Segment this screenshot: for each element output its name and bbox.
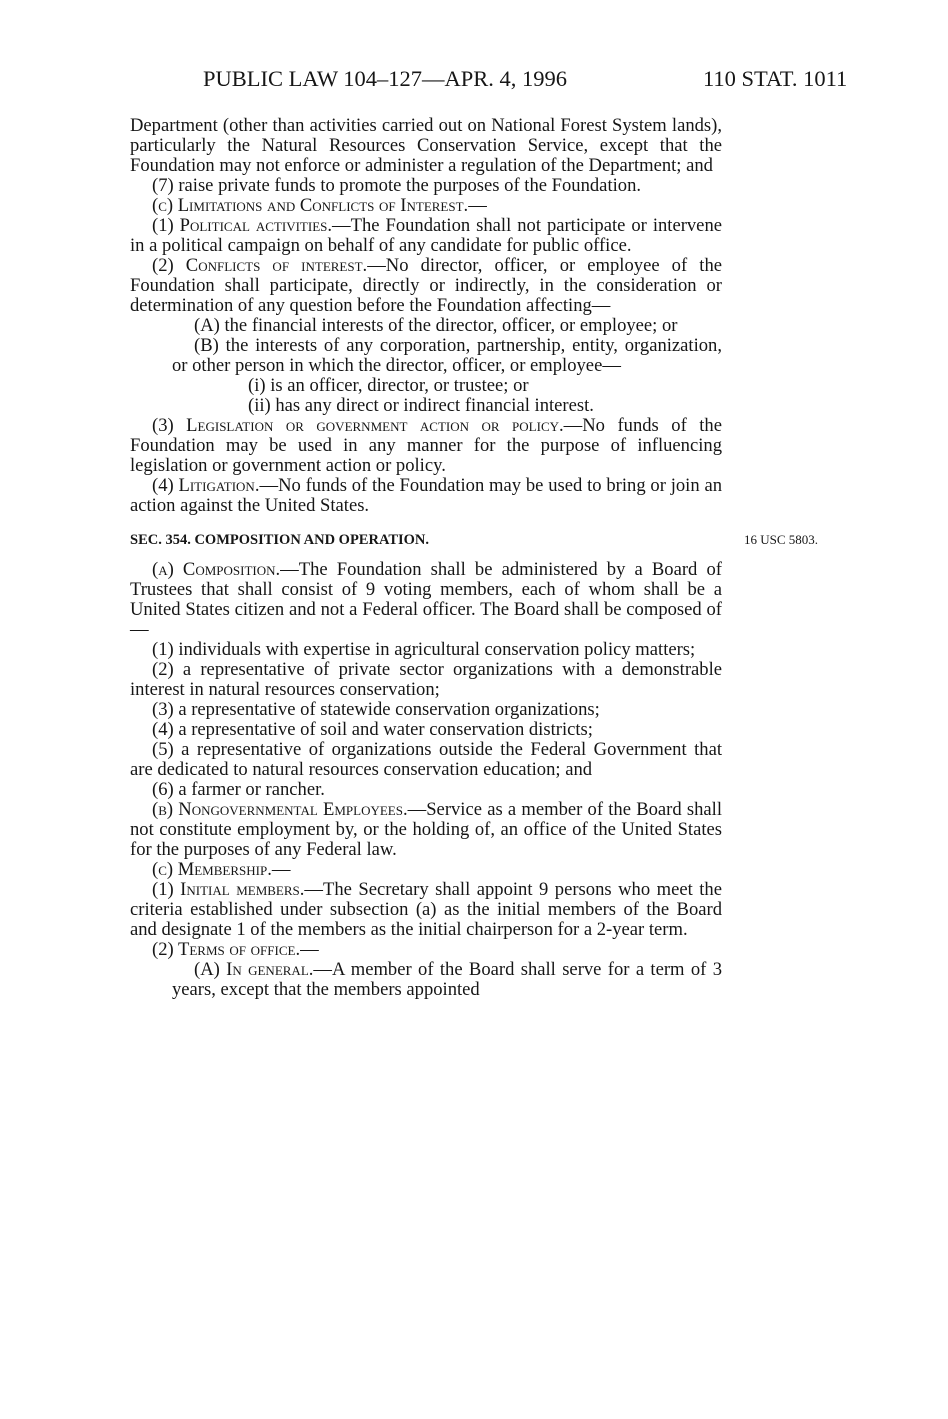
running-header xyxy=(0,64,948,94)
paragraph-cm2-heading: (2) Terms of office.— xyxy=(152,939,319,960)
c3-heading: (3) Legislation or government action or policy. xyxy=(152,415,564,436)
c2-heading: (2) Conflicts of interest. xyxy=(152,255,368,276)
paragraph-c3 xyxy=(130,416,722,476)
a-heading: (a) Composition. xyxy=(152,559,281,580)
paragraph-a4: (4) a representative of soil and water conservation districts; xyxy=(152,719,593,740)
b-heading: (b) Nongovernmental Employees. xyxy=(152,799,408,820)
b-text: —Service as a member of the Board shall not constitute employment by, or the holding of, an office of the United States for the purposes of any Federal law. xyxy=(130,799,722,860)
paragraph-a2: (2) a representative of private sector organizations with a demonstrable interest in natural resources conservation; xyxy=(130,659,722,700)
a-text: —The Foundation shall be administered by a Board of Trustees that shall consist of 9 voting members, each of whom shall be a United States citizen and not a Federal officer. The Board shall be composed of— xyxy=(130,559,722,640)
clause-c2-B-ii: (ii) has any direct or indirect financial interest. xyxy=(248,395,594,416)
paragraph-a6: (6) a farmer or rancher. xyxy=(152,779,325,800)
c2-text: —No director, officer, or employee of the Foundation shall participate, directly or indirectly, in the consideration or determination of any question before the Foundation affecting— xyxy=(130,255,723,316)
paragraph-item-7: (7) raise private funds to promote the purposes of the Foundation. xyxy=(152,175,642,196)
paragraph-c1 xyxy=(130,216,722,256)
subparagraph-c2-B: (B) the interests of any corporation, partnership, entity, organization, or other person in which the director, officer, or employee— xyxy=(172,335,722,376)
margin-citation: 16 USC 5803. xyxy=(744,532,819,547)
paragraph-a-composition xyxy=(130,560,722,640)
c3-text: —No funds of the Foundation may be used in any manner for the purpose of influencing legislation or government action or policy. xyxy=(130,415,722,476)
subsection-c-membership-heading: (c) Membership.— xyxy=(152,859,291,880)
c1-text: —The Foundation shall not participate or intervene in a political campaign on behalf of any candidate for public office. xyxy=(130,215,722,256)
paragraph-a1: (1) individuals with expertise in agricultural conservation policy matters; xyxy=(152,639,696,660)
c4-heading: (4) Litigation. xyxy=(152,475,260,496)
subsection-c-heading: (c) Limitations and Conflicts of Interest.— xyxy=(152,195,487,216)
paragraph-c2 xyxy=(130,256,722,316)
page-body xyxy=(130,115,819,1000)
header-title: PUBLIC LAW 104–127—APR. 4, 1996 xyxy=(203,66,568,91)
subparagraph-cm2-A xyxy=(172,960,722,1000)
cm2A-heading: (A) In general. xyxy=(194,959,314,980)
c1-heading: (1) Political activities. xyxy=(152,215,333,236)
section-title: SEC. 354. COMPOSITION AND OPERATION. xyxy=(130,532,430,548)
c4-text: —No funds of the Foundation may be used to bring or join an action against the United States. xyxy=(130,475,722,516)
clause-c2-B-i: (i) is an officer, director, or trustee; or xyxy=(248,375,529,396)
cm1-text: —The Secretary shall appoint 9 persons who meet the criteria established under subsection (a) as the initial members of the Board and designate 1 of the members as the initial chairperson for a 2-year term. xyxy=(130,879,722,940)
header-stat-page: 110 STAT. 1011 xyxy=(703,66,848,91)
paragraph-c4 xyxy=(130,476,722,516)
paragraph-b-nongovernmental xyxy=(130,800,722,860)
cm1-heading: (1) Initial members. xyxy=(152,879,305,900)
cm2A-text: —A member of the Board shall serve for a term of 3 years, except that the members appointed xyxy=(172,959,722,1000)
paragraph-a3: (3) a representative of statewide conservation organizations; xyxy=(152,699,600,720)
subparagraph-c2-A: (A) the financial interests of the director, officer, or employee; or xyxy=(194,315,678,336)
section-354-heading xyxy=(130,530,819,550)
paragraph-cm1 xyxy=(130,880,722,940)
paragraph-a5: (5) a representative of organizations outside the Federal Government that are dedicated to natural resources conservation education; and xyxy=(130,739,722,780)
paragraph-continued: Department (other than activities carried out on National Forest System lands), particularly the Natural Resources Conservation Service, except that the Foundation may not enforce or administer a regulation of the Department; and xyxy=(130,115,722,176)
